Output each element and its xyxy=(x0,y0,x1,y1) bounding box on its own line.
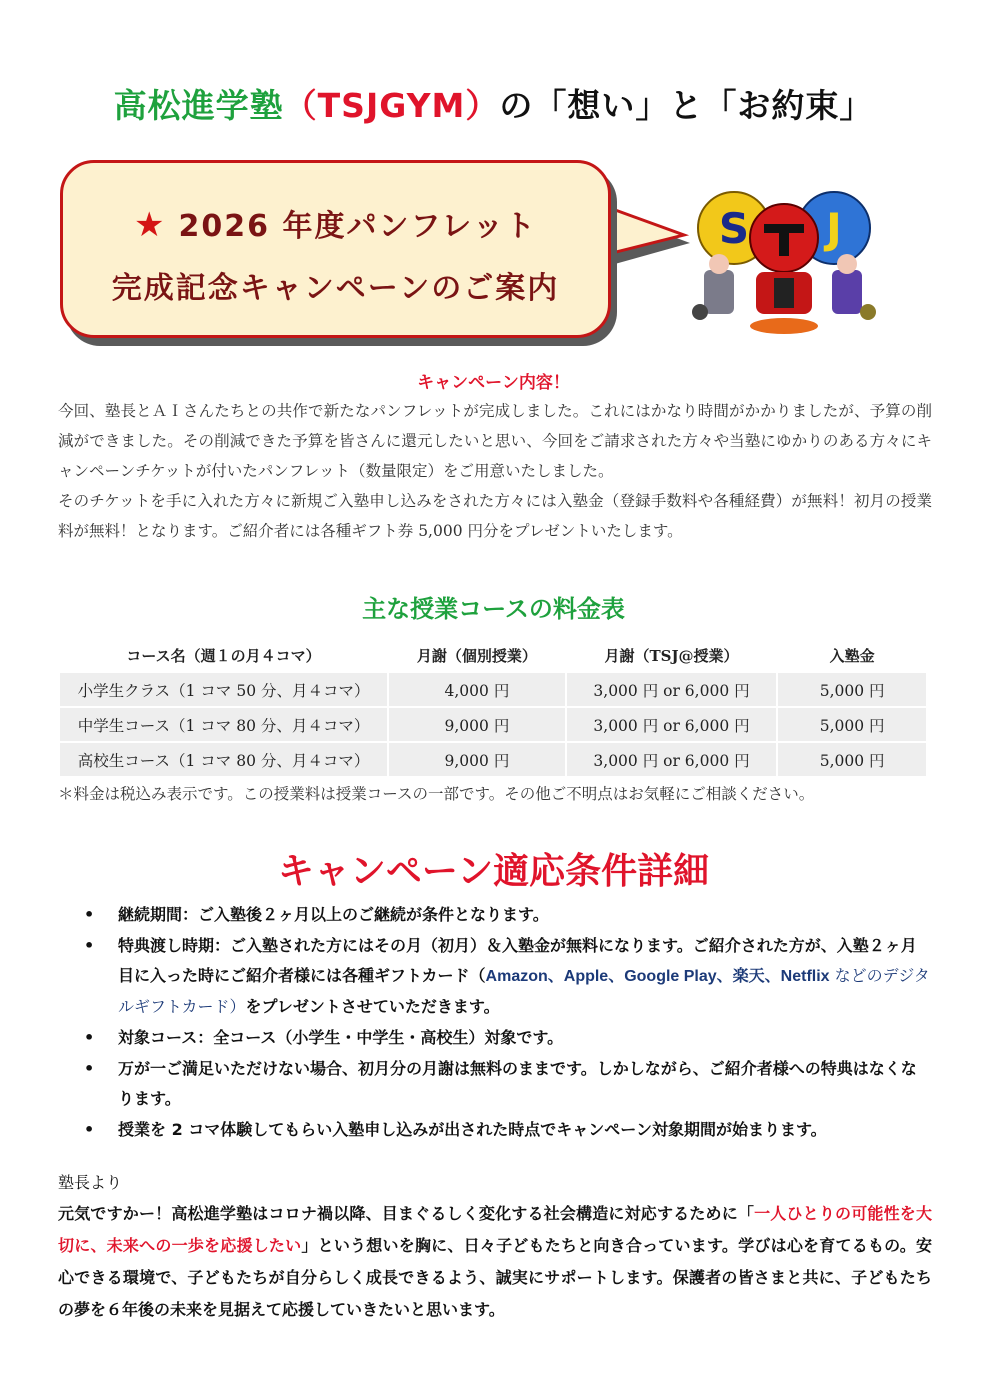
cell-admission-fee: 5,000 円 xyxy=(778,673,926,708)
campaign-paragraph-2: そのチケットを手に入れた方々に新規ご入塾申し込みをされた方々には入塾金（登録手数料や各種経費）が無料！初月の授業料が無料！となります。ご紹介者には各種ギフト券 5,000 円分をプレゼントいたします。 xyxy=(58,492,932,540)
message-text-b: 」という想いを胸に、日々子どもたちと向き合っています。学びは心を育てるもの。安心できる環境で、子どもたちが自分らしく成長できるよう、誠実にサポートします。保護者の皆さまと共に、子どもたちの夢を６年後の未来を見据えて応援していきたいと思います。 xyxy=(58,1236,932,1319)
cell-course: 高校生コース（1 コマ 80 分、月４コマ） xyxy=(60,743,387,778)
header-individual-fee: 月謝（個別授業） xyxy=(389,637,565,673)
header-admission-fee: 入塾金 xyxy=(778,637,926,673)
list-item xyxy=(82,1115,932,1145)
condition-gift-present: をプレゼントさせていただきます。 xyxy=(245,997,500,1016)
cell-course: 小学生クラス（1 コマ 50 分、月４コマ） xyxy=(60,673,387,708)
condition-start: 授業を 2 コマ体験してもらい入塾申し込みが出された時点でキャンペーン対象期間が始まります。 xyxy=(118,1120,827,1139)
list-item xyxy=(82,1023,932,1053)
cell-course: 中学生コース（1 コマ 80 分、月４コマ） xyxy=(60,708,387,743)
conditions-title: キャンペーン適応条件詳細 xyxy=(277,851,710,892)
bubble-line1-text: 2026 年度パンフレット xyxy=(178,209,537,244)
message-from: 塾長より xyxy=(58,1173,123,1192)
list-item xyxy=(82,900,932,930)
tsj-mascot-logo xyxy=(682,180,882,340)
message-highlight: 一人ひとりの可能性を大切に、未来への一歩を応援したい xyxy=(58,1204,932,1255)
conditions-list xyxy=(82,900,932,1146)
condition-timing: 特典渡し時期：ご入塾された方にはその月（初月）＆入塾金が無料になります。ご紹介された方が、入塾２ヶ月目に入った時にご紹介者様には各種ギフトカード（ xyxy=(118,936,917,985)
header-course: コース名（週１の月４コマ） xyxy=(60,637,387,673)
condition-target-course: 対象コース：全コース（小学生・中学生・高校生）対象です。 xyxy=(118,1028,564,1047)
cell-tsj-fee: 3,000 円 or 6,000 円 xyxy=(567,743,777,778)
price-table-title: 主な授業コースの料金表 xyxy=(362,595,625,623)
list-item xyxy=(82,1054,932,1114)
list-item xyxy=(82,931,932,1022)
header-tsj-fee: 月謝（TSJ@授業） xyxy=(567,637,777,673)
cell-individual-fee: 4,000 円 xyxy=(389,673,565,708)
title-promise: の「想い」と「お約束」 xyxy=(499,86,874,125)
cell-admission-fee: 5,000 円 xyxy=(778,743,926,778)
cell-individual-fee: 9,000 円 xyxy=(389,708,565,743)
table-row xyxy=(60,673,926,708)
condition-period: 継続期間：ご入塾後２ヶ月以上のご継続が条件となります。 xyxy=(118,905,549,924)
cell-individual-fee: 9,000 円 xyxy=(389,743,565,778)
title-school-name: 高松進学塾 xyxy=(113,86,284,125)
cell-tsj-fee: 3,000 円 or 6,000 円 xyxy=(567,708,777,743)
campaign-heading: キャンペーン内容！ xyxy=(417,373,570,393)
condition-gift-brands: Amazon、Apple、Google Play、楽天、Netflix xyxy=(485,968,830,985)
principal-message xyxy=(58,1198,932,1326)
logo-letter-s: S xyxy=(718,204,750,253)
bubble-line-campaign: 完成記念キャンペーンのご案内 xyxy=(111,271,560,306)
cell-admission-fee: 5,000 円 xyxy=(778,708,926,743)
price-table xyxy=(58,637,928,778)
condition-gift-type: などのデジタルギフトカード） xyxy=(118,966,930,1016)
price-note: ＊料金は税込み表示です。この授業料は授業コースの一部です。その他ご不明点はお気軽にご相談ください。 xyxy=(58,785,815,803)
condition-satisfaction: 万が一ご満足いただけない場合、初月分の月謝は無料のままです。しかしながら、ご紹介者様への特典はなくなります。 xyxy=(118,1059,917,1108)
table-row xyxy=(60,708,926,743)
star-icon: ★ xyxy=(134,205,167,245)
cell-tsj-fee: 3,000 円 or 6,000 円 xyxy=(567,673,777,708)
campaign-bubble xyxy=(60,160,611,338)
page-title xyxy=(0,80,987,127)
table-header-row xyxy=(60,637,926,673)
table-row xyxy=(60,743,926,778)
logo-letter-j: J xyxy=(826,204,842,253)
bubble-line-pamphlet xyxy=(63,201,608,245)
title-gym-name: （TSJGYM） xyxy=(283,86,500,125)
message-text-a: 元気ですかー！高松進学塾はコロナ禍以降、目まぐるしく変化する社会構造に対応するために「 xyxy=(58,1204,755,1223)
campaign-paragraph-1: 今回、塾長とＡＩさんたちとの共作で新たなパンフレットが完成しました。これにはかなり時間がかかりましたが、予算の削減ができました。その削減できた予算を皆さんに還元したいと思い、今回をご請求された方々や当塾にゆかりのある方々にキャンペーンチケットが付いたパンフレット（数量限定）をご用意いたしました。 xyxy=(58,402,932,480)
